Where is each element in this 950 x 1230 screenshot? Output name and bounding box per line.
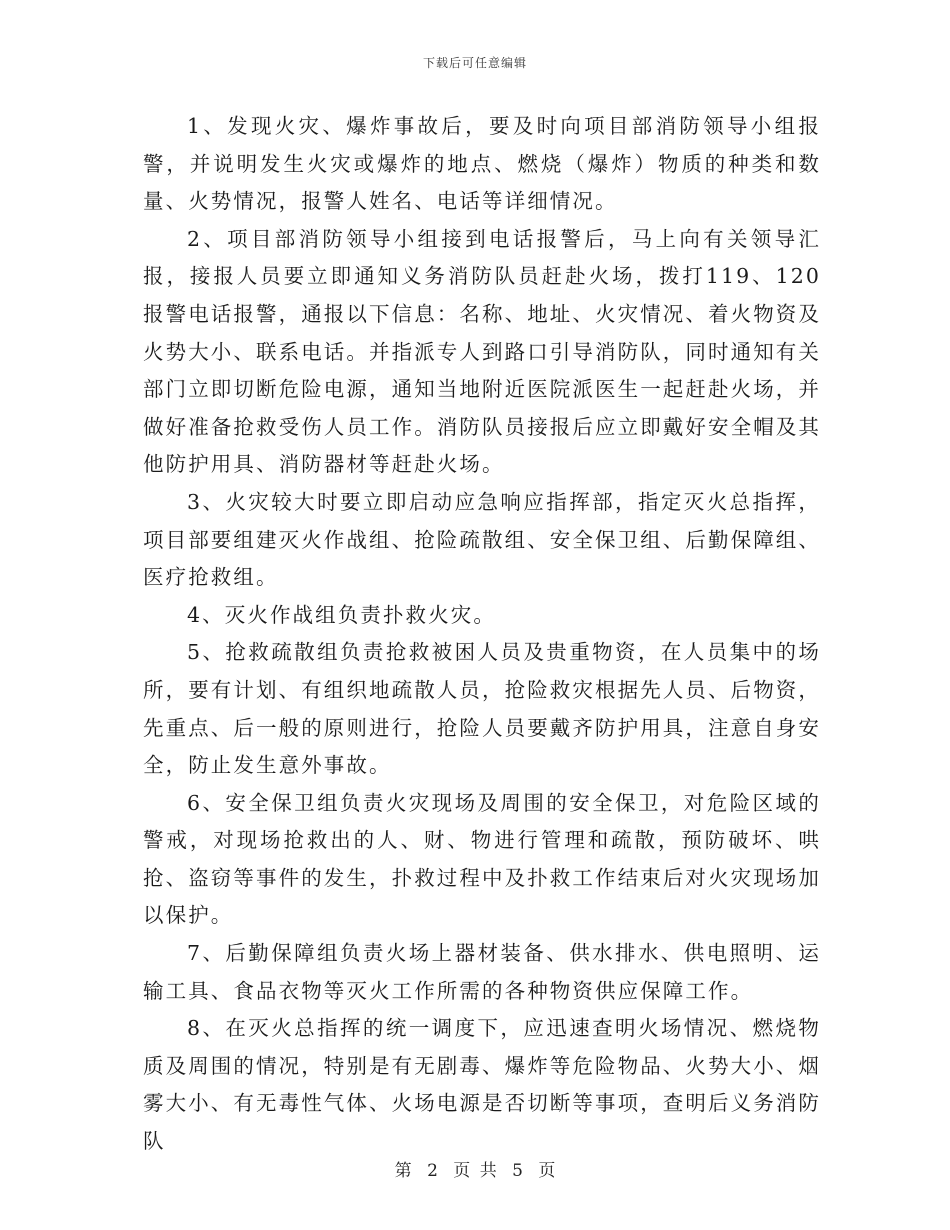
current-page-number: 2 — [427, 1161, 438, 1181]
document-body — [143, 108, 821, 1161]
footer-prefix: 第 — [394, 1161, 412, 1181]
footer-suffix: 页 — [538, 1161, 556, 1181]
paragraph-1: 1、发现火灾、爆炸事故后，要及时向项目部消防领导小组报警，并说明发生火灾或爆炸的地点、燃烧（爆炸）物质的种类和数量、火势情况，报警人姓名、电话等详细情况。 — [143, 114, 821, 214]
total-page-count: 5 — [512, 1161, 523, 1181]
paragraph-5: 5、抢救疏散组负责抢救被困人员及贵重物资，在人员集中的场所，要有计划、有组织地疏散人员，抢险救灾根据先人员、后物资，先重点、后一般的原则进行，抢险人员要戴齐防护用具，注意自身安全，防止发生意外事故。 — [143, 640, 821, 778]
paragraph-2: 2、项目部消防领导小组接到电话报警后，马上向有关领导汇报，接报人员要立即通知义务消防队员赶赴火场，拨打119、120报警电话报警，通报以下信息：名称、地址、火灾情况、着火物资及火势大小、联系电话。并指派专人到路口引导消防队，同时通知有关部门立即切断危险电源，通知当地附近医院派医生一起赶赴火场，并做好准备抢救受伤人员工作。消防队员接报后应立即戴好安全帽及其他防护用具、消防器材等赶赴火场。 — [143, 226, 821, 477]
page-number-footer — [0, 1156, 950, 1181]
footer-middle: 页 共 — [453, 1161, 497, 1181]
paragraph-6: 6、安全保卫组负责火灾现场及周围的安全保卫，对危险区域的警戒，对现场抢救出的人、财、物进行管理和疏散，预防破坏、哄抢、盗窃等事件的发生，扑救过程中及扑救工作结束后对火灾现场加以保护。 — [143, 790, 821, 928]
header-note: 下载后可任意编辑 — [422, 56, 527, 70]
paragraph-4: 4、灭火作战组负责扑救火灾。 — [187, 602, 496, 627]
paragraph-8: 8、在灭火总指挥的统一调度下，应迅速查明火场情况、燃烧物质及周围的情况，特别是有无剧毒、爆炸等危险物品、火势大小、烟雾大小、有无毒性气体、火场电源是否切断等事项，查明后义务消防队 — [143, 1016, 821, 1154]
paragraph-7: 7、后勤保障组负责火场上器材装备、供水排水、供电照明、运输工具、食品衣物等灭火工作所需的各种物资供应保障工作。 — [143, 941, 821, 1003]
paragraph-3: 3、火灾较大时要立即启动应急响应指挥部，指定灭火总指挥，项目部要组建灭火作战组、抢险疏散组、安全保卫组、后勤保障组、医疗抢救组。 — [143, 489, 821, 590]
